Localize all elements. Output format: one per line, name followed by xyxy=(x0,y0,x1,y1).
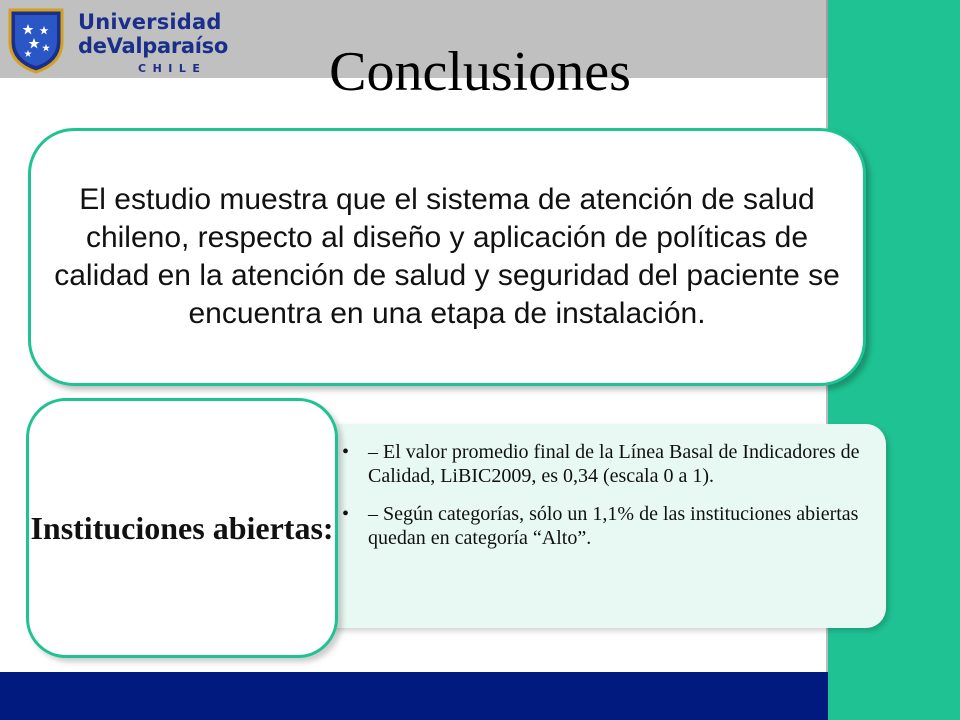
bullet-text: – El valor promedio final de la Línea Basal de Indicadores de Calidad, LiBIC2009, es 0,34 (escala 0 a 1). xyxy=(368,441,860,487)
bullet-marker: • xyxy=(342,441,350,463)
bullet-marker: • xyxy=(342,503,350,525)
list-item xyxy=(342,440,872,488)
logo-line-chile: CHILE xyxy=(138,62,207,75)
conclusion-box xyxy=(28,128,866,386)
conclusion-text: El estudio muestra que el sistema de atención de salud chileno, respecto al diseño y aplicación de políticas de calidad en la atención de salud y seguridad del paciente se encuentra en una etapa de instalación. xyxy=(54,183,840,330)
section-label-box xyxy=(26,398,338,658)
details-list xyxy=(342,440,872,564)
details-box xyxy=(300,424,886,628)
footer-band xyxy=(0,672,828,720)
section-label: Instituciones abiertas: xyxy=(30,510,334,546)
slide-title: Conclusiones xyxy=(329,41,631,103)
logo-line-universidad: Universidad xyxy=(78,10,222,34)
bullet-text: – Según categorías, sólo un 1,1% de las instituciones abiertas quedan en categoría “Alto”. xyxy=(368,503,859,549)
list-item xyxy=(342,502,872,550)
logo-line-valparaiso: deValparaíso xyxy=(78,34,229,58)
